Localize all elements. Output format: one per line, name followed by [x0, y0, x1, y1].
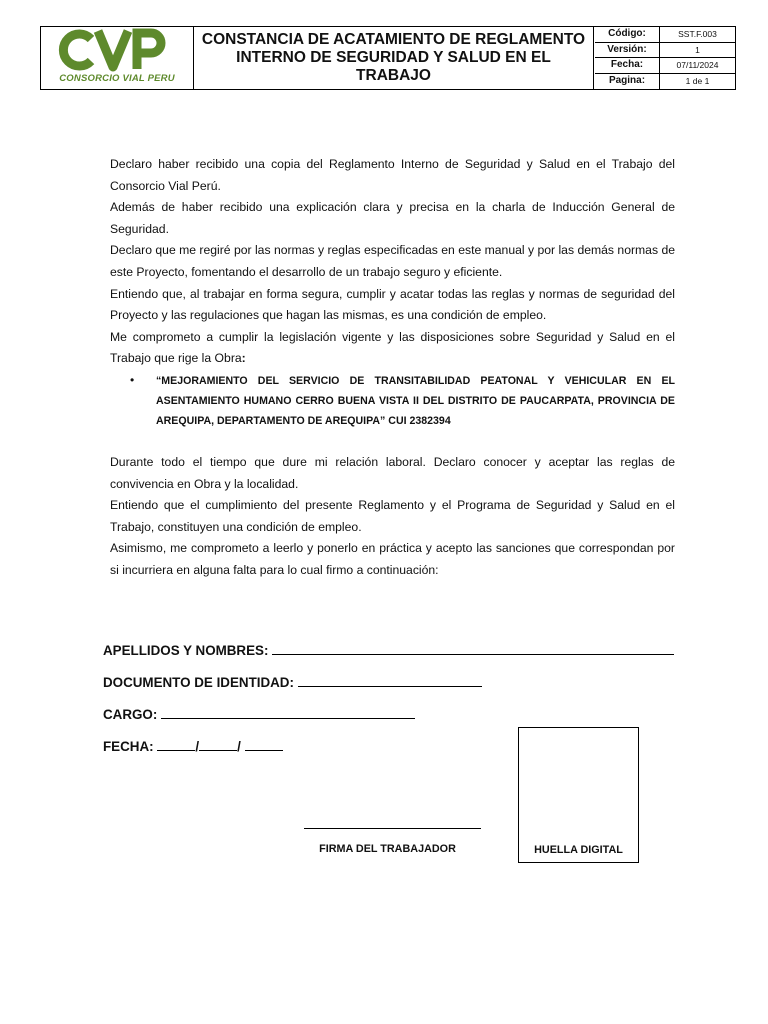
paragraph: Además de haber recibido una explicación clara y precisa en la charla de Inducción General de Seguridad. [110, 200, 675, 236]
paragraph-text: Me comprometo a cumplir la legislación vigente y las disposiciones sobre Seguridad y Salud en el Trabajo que rige la Obra [110, 329, 675, 366]
paragraph: Asimismo, me comprometo a leerlo y ponerlo en práctica y acepto las sanciones que correspondan por si incurriera en alguna falta para lo cual firmo a continuación: [110, 541, 675, 577]
paragraph [110, 327, 675, 370]
paragraph: Declaro haber recibido una copia del Reglamento Interno de Seguridad y Salud en el Trabajo del Consorcio Vial Perú. [110, 157, 675, 193]
meta-row-version [595, 43, 735, 59]
names-blank[interactable] [272, 640, 674, 655]
paragraph: Declaro que me regiré por las normas y reglas especificadas en este manual y por las demás normas de este Proyecto, fomentando el desarrollo de un trabajo seguro y eficiente. [110, 243, 675, 279]
paragraph: Durante todo el tiempo que dure mi relación laboral. Declaro conocer y aceptar las reglas de convivencia en Obra y la localidad. [110, 455, 675, 491]
meta-key: Fecha: [595, 58, 660, 73]
role-label: CARGO: [103, 707, 158, 722]
fingerprint-label: HUELLA DIGITAL [534, 844, 623, 856]
meta-key: Pagina: [595, 74, 660, 89]
declaration-text-continued [110, 452, 675, 582]
names-label: APELLIDOS Y NOMBRES: [103, 643, 269, 658]
company-logo [41, 27, 194, 89]
date-field [103, 736, 283, 754]
paragraph: Entiendo que el cumplimiento del presente Reglamento y el Programa de Seguridad y Salud en el Trabajo, constituyen una condición de empleo. [110, 498, 675, 534]
paragraph: Entiendo que, al trabajar en forma segura, cumplir y acatar todas las reglas y normas de seguridad del Proyecto y las regulaciones que hagan las mismas, es una condición de empleo. [110, 286, 675, 323]
meta-key: Versión: [595, 43, 660, 58]
date-separator: / [237, 739, 241, 754]
logo-caption: CONSORCIO VIAL PERU [59, 73, 175, 84]
cvp-logo-mark [41, 27, 193, 73]
meta-value: 1 [695, 44, 700, 55]
id-field [103, 672, 482, 690]
title-line-1: CONSTANCIA DE ACATAMIENTO DE REGLAMENTO [201, 31, 586, 48]
meta-row-date [595, 58, 735, 74]
date-year-blank[interactable] [245, 736, 283, 751]
meta-value: 1 de 1 [685, 75, 710, 86]
paragraph-colon: : [241, 351, 246, 366]
date-month-blank[interactable] [199, 736, 237, 751]
declaration-text [110, 154, 675, 370]
meta-row-page [595, 74, 735, 89]
date-label: FECHA: [103, 739, 154, 754]
role-blank[interactable] [161, 704, 415, 719]
meta-value: SST.F.003 [678, 29, 717, 39]
date-separator: / [195, 739, 200, 754]
document-header [40, 26, 736, 90]
title-line-2: INTERNO DE SEGURIDAD Y SALUD EN EL TRABAJO [236, 49, 551, 84]
id-blank[interactable] [298, 672, 482, 687]
signature-line[interactable] [304, 828, 481, 829]
project-name: “MEJORAMIENTO DEL SERVICIO DE TRANSITABILIDAD PEATONAL Y VEHICULAR EN EL ASENTAMIENTO HUMANO CERRO BUENA VISTA II DEL DISTRITO DE PAUCARPATA, PROVINCIA DE AREQUIPA, DEPARTAMENTO DE AREQUIPA” CUI 2382394 [156, 375, 675, 428]
date-day-blank[interactable] [157, 736, 195, 751]
meta-value: 07/11/2024 [676, 60, 719, 70]
bullet-icon: • [130, 373, 135, 387]
meta-key: Código: [595, 27, 660, 42]
names-field [103, 640, 674, 658]
meta-row-code [595, 27, 735, 43]
fingerprint-box[interactable] [518, 727, 639, 863]
id-label: DOCUMENTO DE IDENTIDAD: [103, 675, 294, 690]
role-field [103, 704, 415, 722]
document-title [194, 27, 594, 89]
document-meta-table [595, 27, 735, 89]
signature-label: FIRMA DEL TRABAJADOR [319, 843, 456, 855]
